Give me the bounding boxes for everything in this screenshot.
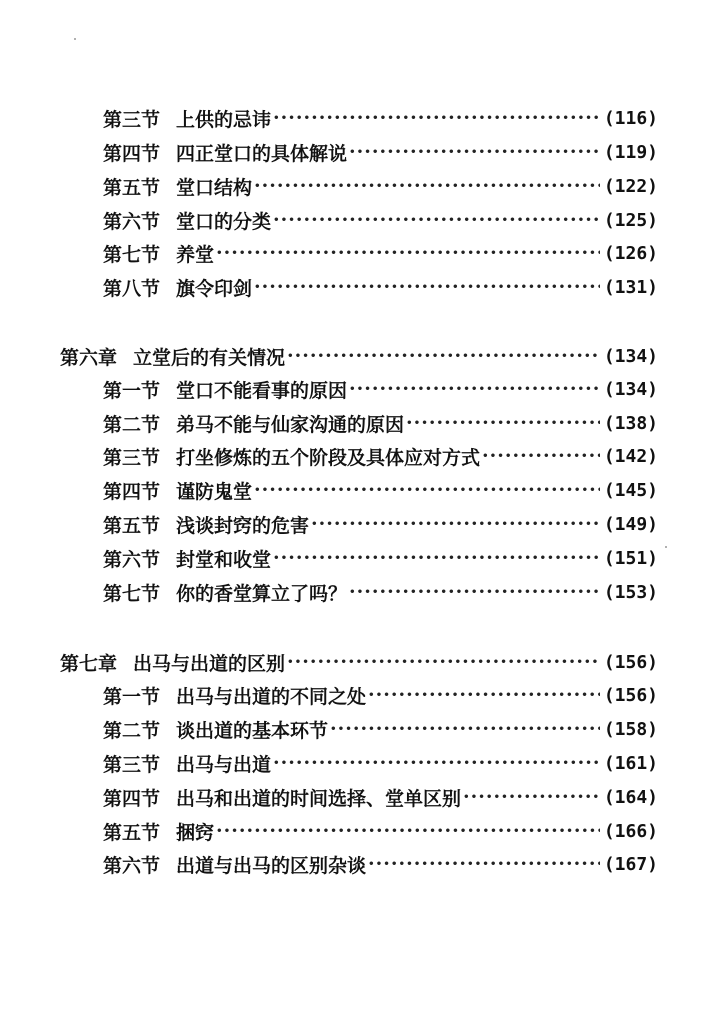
section-title: 出马与出道 xyxy=(176,753,272,776)
leader-dots xyxy=(311,513,600,535)
toc-entry[interactable] xyxy=(103,205,658,235)
section-number: 第三节 xyxy=(103,108,161,131)
page-number: (166) xyxy=(603,820,658,842)
chapter-title: 出马与出道的区别 xyxy=(133,652,286,675)
toc-entry[interactable] xyxy=(103,272,658,302)
leader-dots xyxy=(406,412,600,434)
page-number: (116) xyxy=(603,107,658,129)
leader-dots xyxy=(463,786,600,808)
section-title: 打坐修炼的五个阶段及具体应对方式 xyxy=(176,446,481,469)
page-number: (134) xyxy=(603,345,658,367)
page-number: (153) xyxy=(603,581,658,603)
toc-entry[interactable] xyxy=(103,748,658,778)
section-number: 第三节 xyxy=(103,753,161,776)
section-title: 封堂和收堂 xyxy=(176,548,272,571)
page-number: (119) xyxy=(603,141,658,163)
toc-entry[interactable] xyxy=(103,238,658,268)
section-number: 第四节 xyxy=(103,787,161,810)
section-title: 养堂 xyxy=(176,243,215,266)
page-number: (142) xyxy=(603,445,658,467)
page-number: (149) xyxy=(603,513,658,535)
section-number: 第六节 xyxy=(103,210,161,233)
leader-dots xyxy=(349,378,600,400)
section-number: 第一节 xyxy=(103,685,161,708)
section-title: 出马和出道的时间选择、堂单区别 xyxy=(176,787,462,810)
section-number: 第五节 xyxy=(103,821,161,844)
section-title: 四正堂口的具体解说 xyxy=(176,142,348,165)
toc-entry[interactable] xyxy=(103,782,658,812)
toc-chapter-entry[interactable] xyxy=(60,647,658,677)
toc-chapter-entry[interactable] xyxy=(60,341,658,371)
section-title: 堂口结构 xyxy=(176,176,253,199)
section-number: 第五节 xyxy=(103,176,161,199)
leader-dots xyxy=(254,175,600,197)
section-number: 第四节 xyxy=(103,480,161,503)
page-number: (134) xyxy=(603,378,658,400)
leader-dots xyxy=(368,684,600,706)
toc-entry[interactable] xyxy=(103,475,658,505)
leader-dots xyxy=(273,752,600,774)
toc-entry[interactable] xyxy=(103,408,658,438)
leader-dots xyxy=(330,718,600,740)
page-number: (131) xyxy=(603,276,658,298)
section-title: 捆窍 xyxy=(176,821,215,844)
section-number: 第八节 xyxy=(103,277,161,300)
page-number: (167) xyxy=(603,853,658,875)
section-title: 出马与出道的不同之处 xyxy=(176,685,367,708)
section-number: 第二节 xyxy=(103,719,161,742)
leader-dots xyxy=(287,651,600,673)
section-number: 第七节 xyxy=(103,582,161,605)
section-number: 第六节 xyxy=(103,548,161,571)
toc-entry[interactable] xyxy=(103,680,658,710)
leader-dots xyxy=(254,276,600,298)
section-number: 第二节 xyxy=(103,413,161,436)
section-title: 出道与出马的区别杂谈 xyxy=(176,854,367,877)
leader-dots xyxy=(273,107,600,129)
chapter-number: 第七章 xyxy=(60,652,118,675)
section-number: 第四节 xyxy=(103,142,161,165)
section-title: 谨防鬼堂 xyxy=(176,480,253,503)
page-number: (156) xyxy=(603,651,658,673)
page-number: (145) xyxy=(603,479,658,501)
leader-dots xyxy=(349,581,600,603)
scan-speck xyxy=(74,38,76,40)
section-title: 堂口的分类 xyxy=(176,210,272,233)
toc-entry[interactable] xyxy=(103,374,658,404)
chapter-title: 立堂后的有关情况 xyxy=(133,346,286,369)
section-title: 你的香堂算立了吗？ xyxy=(176,582,348,605)
page-number: (158) xyxy=(603,718,658,740)
section-title: 旗令印剑 xyxy=(176,277,253,300)
section-number: 第三节 xyxy=(103,446,161,469)
toc-entry[interactable] xyxy=(103,509,658,539)
section-number: 第一节 xyxy=(103,379,161,402)
toc-entry[interactable] xyxy=(103,714,658,744)
chapter-number: 第六章 xyxy=(60,346,118,369)
toc-entry[interactable] xyxy=(103,103,658,133)
page-number: (156) xyxy=(603,684,658,706)
leader-dots xyxy=(254,479,600,501)
toc-entry[interactable] xyxy=(103,577,658,607)
page-number: (161) xyxy=(603,752,658,774)
leader-dots xyxy=(349,141,600,163)
scan-speck xyxy=(665,546,667,548)
page-number: (126) xyxy=(603,242,658,264)
leader-dots xyxy=(287,345,600,367)
section-title: 谈出道的基本环节 xyxy=(176,719,329,742)
toc-entry[interactable] xyxy=(103,137,658,167)
leader-dots xyxy=(216,242,600,264)
section-number: 第六节 xyxy=(103,854,161,877)
page-number: (138) xyxy=(603,412,658,434)
page-number: (151) xyxy=(603,547,658,569)
section-title: 堂口不能看事的原因 xyxy=(176,379,348,402)
section-title: 上供的忌讳 xyxy=(176,108,272,131)
page-number: (125) xyxy=(603,209,658,231)
leader-dots xyxy=(273,547,600,569)
page-number: (122) xyxy=(603,175,658,197)
section-title: 浅谈封窍的危害 xyxy=(176,514,310,537)
leader-dots xyxy=(216,820,600,842)
toc-entry[interactable] xyxy=(103,441,658,471)
section-title: 弟马不能与仙家沟通的原因 xyxy=(176,413,405,436)
leader-dots xyxy=(273,209,600,231)
leader-dots xyxy=(482,445,600,467)
leader-dots xyxy=(368,853,600,875)
section-number: 第五节 xyxy=(103,514,161,537)
toc-entry[interactable] xyxy=(103,816,658,846)
page-number: (164) xyxy=(603,786,658,808)
toc-entry[interactable] xyxy=(103,849,658,879)
toc-entry[interactable] xyxy=(103,171,658,201)
toc-entry[interactable] xyxy=(103,543,658,573)
section-number: 第七节 xyxy=(103,243,161,266)
